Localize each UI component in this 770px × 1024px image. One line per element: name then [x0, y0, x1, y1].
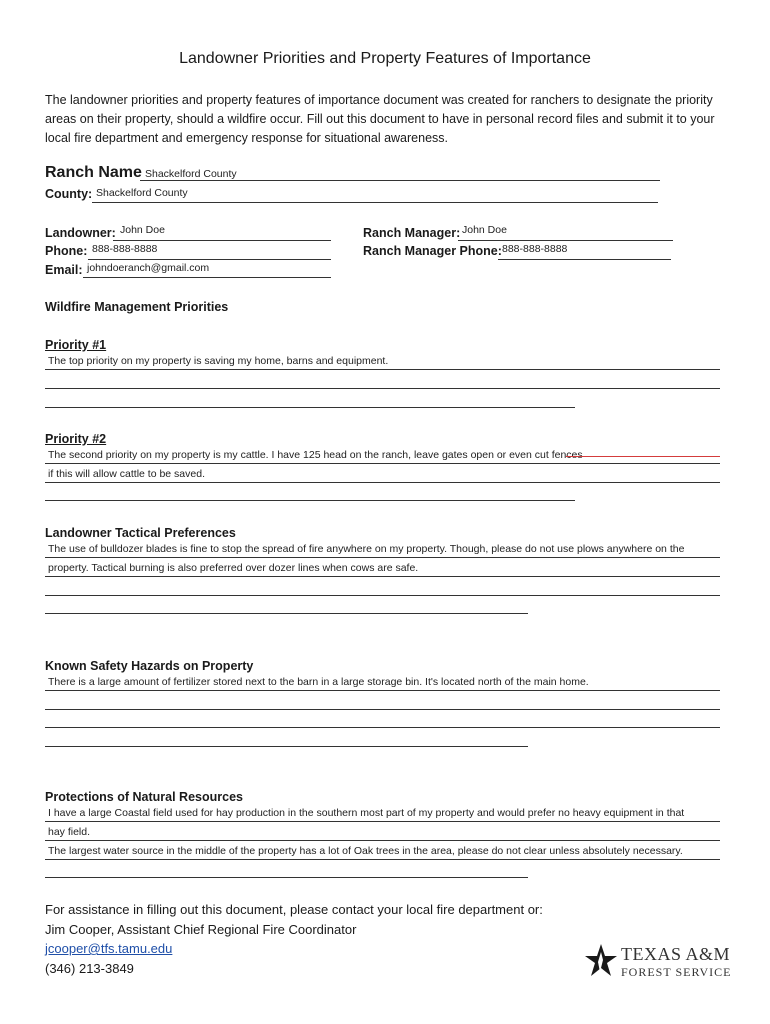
hazards-line-2[interactable]	[45, 709, 720, 710]
hazards-text-1: There is a large amount of fertilizer stored next to the barn in a large storage bin. It's located north of the main home.	[48, 676, 589, 688]
hazards-heading: Known Safety Hazards on Property	[45, 659, 254, 673]
footer-line-1: For assistance in filling out this document, please contact your local fire department or:	[45, 902, 543, 917]
resources-line-2[interactable]	[45, 840, 720, 841]
priority-1-line-3[interactable]	[45, 407, 575, 408]
phone-label: Phone:	[45, 244, 88, 258]
county-field[interactable]	[92, 202, 658, 203]
tactical-line-2[interactable]	[45, 576, 720, 577]
ranch-manager-value: John Doe	[462, 224, 507, 236]
email-field[interactable]	[83, 277, 331, 278]
ranch-name-value: Shackelford County	[145, 168, 237, 180]
email-value: johndoeranch@gmail.com	[87, 262, 210, 274]
landowner-value: John Doe	[120, 224, 165, 236]
footer-line-2: Jim Cooper, Assistant Chief Regional Fire Coordinator	[45, 921, 357, 937]
ranch-manager-phone-label: Ranch Manager Phone:	[363, 244, 502, 258]
star-icon	[583, 942, 619, 980]
county-label: County:	[45, 187, 93, 201]
logo-line-1: TEXAS A&M	[621, 944, 731, 964]
texas-am-forest-service-logo	[583, 942, 733, 982]
resources-heading: Protections of Natural Resources	[45, 790, 243, 804]
priority-2-text-2: if this will allow cattle to be saved.	[48, 468, 205, 480]
tactical-text-2: property. Tactical burning is also preferred over dozer lines when cows are safe.	[48, 562, 419, 574]
hazards-line-3[interactable]	[45, 727, 720, 728]
priority-1-line-1[interactable]	[45, 369, 720, 370]
priority-1-label: Priority #1	[45, 338, 107, 352]
landowner-label: Landowner:	[45, 226, 116, 240]
page-title: Landowner Priorities and Property Features of Importance	[179, 50, 591, 67]
resources-line-1[interactable]	[45, 821, 720, 822]
tactical-line-4[interactable]	[45, 613, 528, 614]
priority-2-line-3[interactable]	[45, 500, 575, 501]
landowner-field[interactable]	[113, 240, 331, 241]
priority-2-line-1[interactable]	[45, 463, 720, 464]
resources-line-4[interactable]	[45, 877, 528, 878]
ranch-name-field[interactable]	[140, 180, 660, 181]
tactical-text-1: The use of bulldozer blades is fine to stop the spread of fire anywhere on my property. Though, please do not use plows anywhere on the	[48, 543, 685, 555]
priority-2-label: Priority #2	[45, 432, 107, 446]
priority-1-line-2[interactable]	[45, 388, 720, 389]
resources-text-2: hay field.	[48, 826, 91, 838]
phone-field[interactable]	[88, 259, 331, 260]
footer-phone: (346) 213-3849	[45, 960, 134, 976]
hazards-line-4[interactable]	[45, 746, 528, 747]
spellcheck-underline	[566, 456, 720, 457]
logo-line-2: FOREST SERVICE	[621, 965, 732, 979]
ranch-manager-label: Ranch Manager:	[363, 226, 461, 240]
ranch-manager-phone-field[interactable]	[498, 259, 671, 260]
resources-text-3: The largest water source in the middle of the property has a lot of Oak trees in the area, please do not clear unless absolutely necessary.	[48, 845, 683, 857]
resources-line-3[interactable]	[45, 859, 720, 860]
priority-2-line-2[interactable]	[45, 482, 720, 483]
priority-2-text-1: The second priority on my property is my cattle. I have 125 head on the ranch, leave gates open or even cut fences	[48, 449, 583, 461]
tactical-line-1[interactable]	[45, 557, 720, 558]
resources-text-1: I have a large Coastal field used for hay production in the southern most part of my property and would prefer no heavy equipment in that	[48, 807, 685, 819]
ranch-manager-phone-value: 888-888-8888	[502, 243, 568, 255]
tactical-heading: Landowner Tactical Preferences	[45, 526, 236, 540]
phone-value: 888-888-8888	[92, 243, 158, 255]
ranch-name-label: Ranch Name	[45, 164, 142, 181]
priority-1-text: The top priority on my property is saving my home, barns and equipment.	[48, 355, 389, 367]
footer	[45, 900, 543, 978]
intro-paragraph: The landowner priorities and property features of importance document was created for ranchers to designate the priority areas on their property, should a wildfire occur. Fill out this document to have in personal record files and submit it to your local fire department and emergency response for situational awareness.	[45, 93, 715, 145]
email-label: Email:	[45, 263, 83, 277]
wildfire-heading: Wildfire Management Priorities	[45, 300, 229, 314]
ranch-manager-field[interactable]	[458, 240, 673, 241]
footer-email-link[interactable]: jcooper@tfs.tamu.edu	[45, 941, 173, 956]
county-value: Shackelford County	[96, 187, 188, 199]
tactical-line-3[interactable]	[45, 595, 720, 596]
hazards-line-1[interactable]	[45, 690, 720, 691]
